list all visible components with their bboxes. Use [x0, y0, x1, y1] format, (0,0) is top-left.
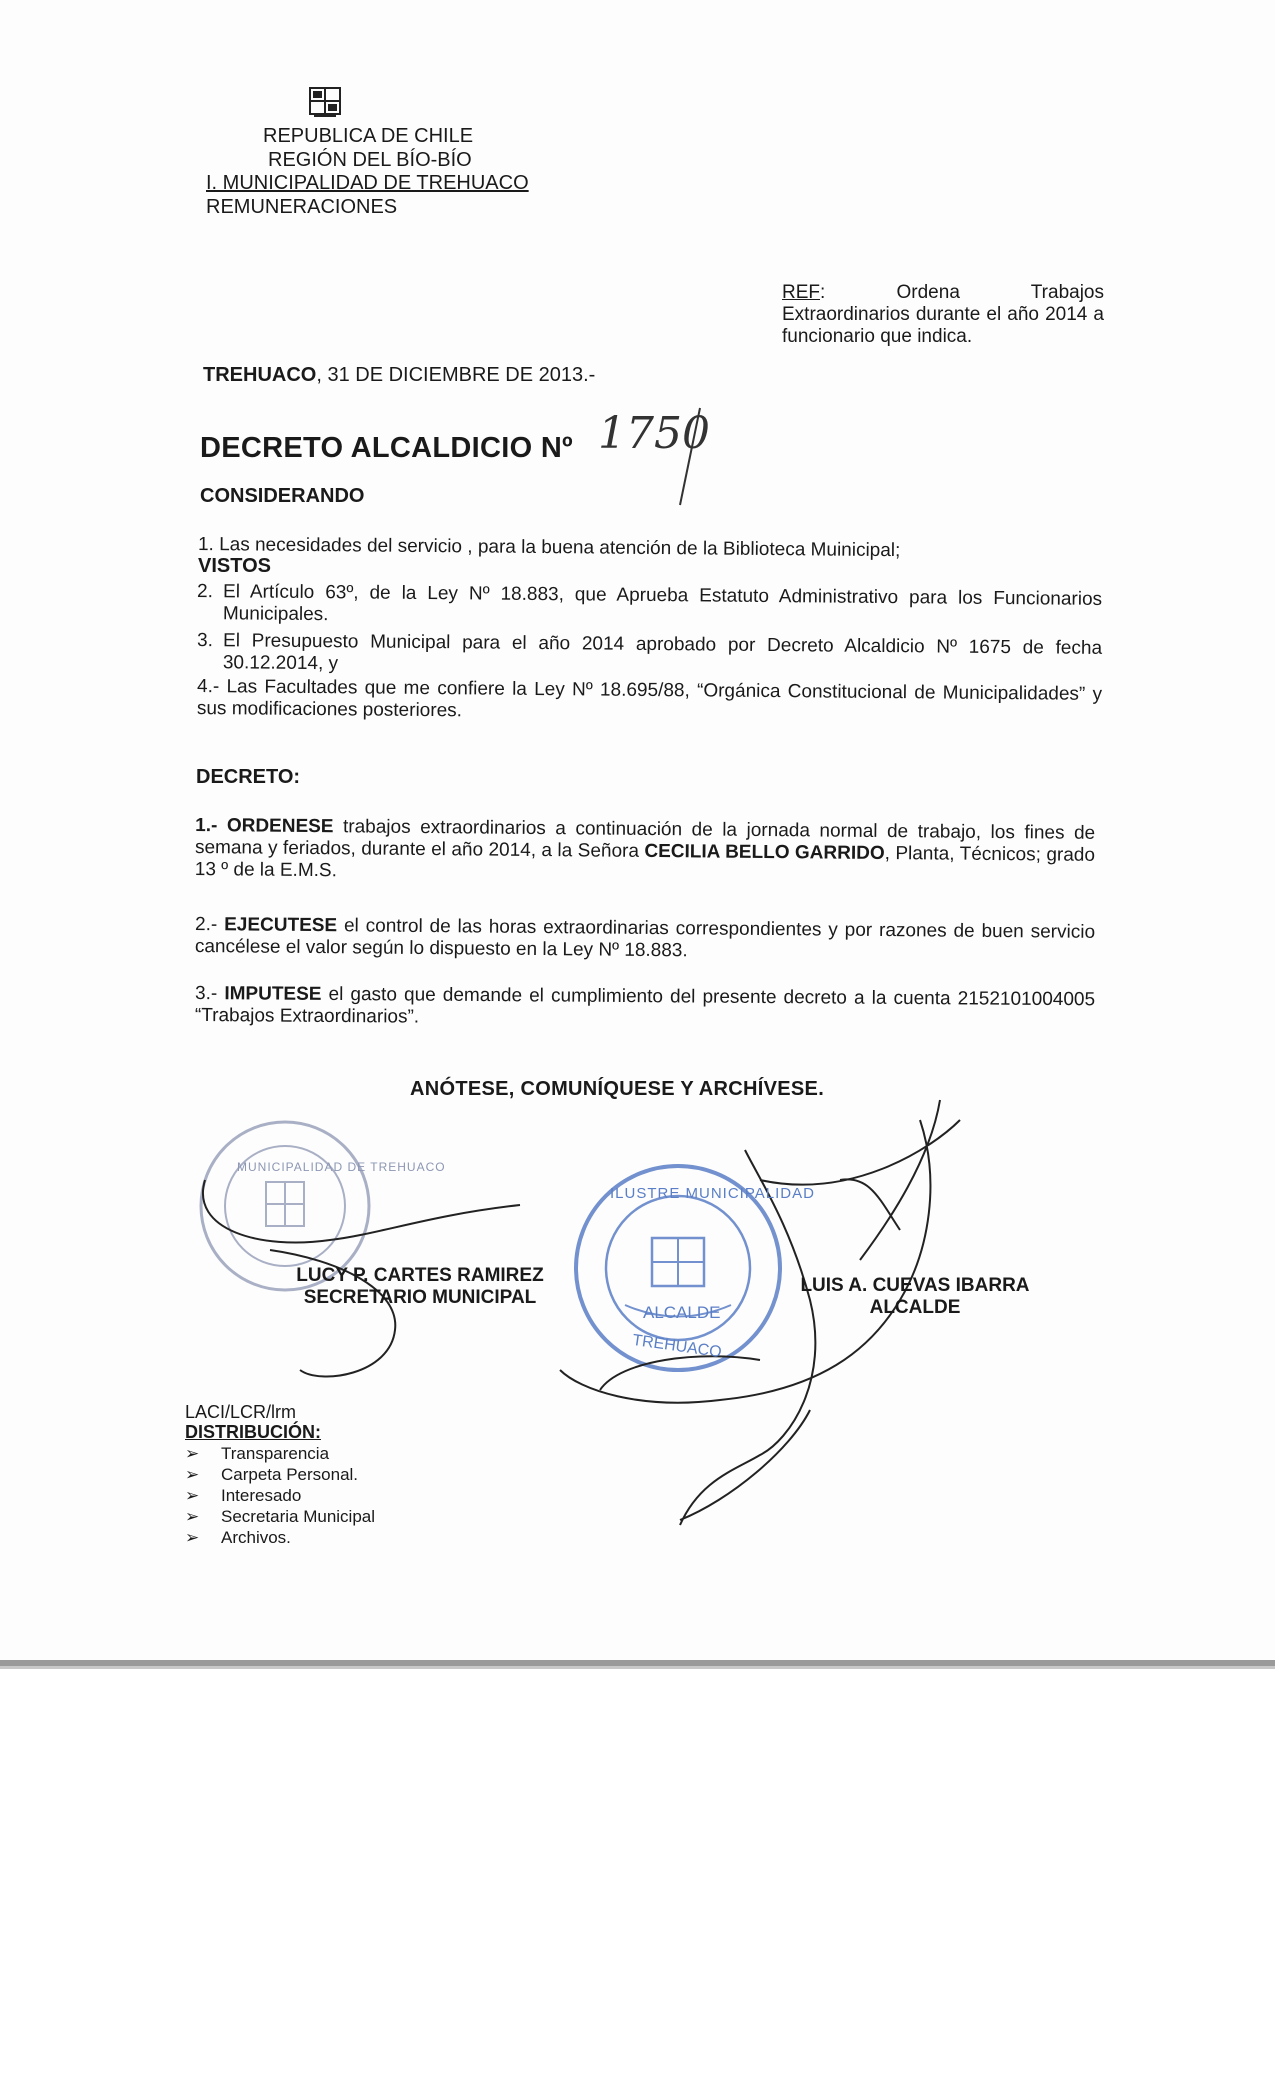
decreto-heading: DECRETO:: [196, 766, 301, 788]
decreto-p3-text: el gasto que demande el cumplimiento del presente decreto a la cuenta 2152101004005 “Trabajos Extraordinarios”.: [194, 983, 1096, 1028]
mayor-stamp-bottom-text: TREHUACO: [631, 1331, 723, 1362]
distribution-list: [185, 1443, 375, 1548]
considerando-item-1: 1. Las necesidades del servicio , para la buena atención de la Biblioteca Muinicipal;: [197, 534, 901, 562]
secretary-stamp-text: MUNICIPALIDAD DE TREHUACO: [237, 1160, 446, 1174]
list-item: ➢ Archivos.: [185, 1528, 291, 1547]
decreto-p1-text-a: trabajos extraordinarios a continuación de la jornada normal de trabajo, los fines de semana y feriados, durante el año 2014, a la Señora: [194, 816, 1096, 862]
secretary-name: LUCY P. CARTES RAMIREZ: [296, 1265, 544, 1286]
decreto-p3-lead: IMPUTESE: [224, 983, 322, 1005]
decreto-p3-number: 3.-: [195, 983, 225, 1005]
decreto-p1-lead: 1.- ORDENESE: [195, 815, 334, 838]
secretary-title: SECRETARIO MUNICIPAL: [303, 1287, 537, 1308]
header-republic: REPUBLICA DE CHILE: [263, 125, 474, 147]
header-department: REMUNERACIONES: [206, 196, 398, 218]
considerando-heading: CONSIDERANDO: [200, 485, 365, 507]
vistos-item-4: 4.- Las Facultades que me confiere la Ley Nº 18.695/88, “Orgánica Constitucional de Municipalidades” y sus modificaciones posteriores.: [196, 676, 1103, 722]
mayor-title: ALCALDE: [869, 1297, 961, 1318]
vistos-item-2: [197, 581, 1102, 633]
mayor-name: LUIS A. CUEVAS IBARRA: [800, 1275, 1030, 1296]
list-item: ➢ Interesado: [185, 1486, 302, 1505]
decree-title: DECRETO ALCALDICIO Nº: [200, 432, 573, 464]
list-item: ➢ Transparencia: [185, 1444, 330, 1463]
document-date: [203, 364, 595, 387]
vistos-item-3-text: El Presupuesto Municipal para el año 2014 aprobado por Decreto Alcaldicio Nº 1675 de fecha 30.12.2014, y: [222, 630, 1103, 675]
decreto-p1-text-b: , Planta, Técnicos; grado 13 º de la E.M.S.: [194, 843, 1096, 882]
coat-of-arms-icon: [308, 86, 342, 120]
list-item: ➢ Carpeta Personal.: [185, 1465, 359, 1484]
vistos-item-2-number: 2.: [197, 581, 214, 603]
distribution-heading: DISTRIBUCIÓN:: [185, 1422, 321, 1442]
decreto-p2-number: 2.-: [195, 914, 225, 936]
date-place: TREHUACO: [203, 364, 317, 386]
mayor-signature-block: [785, 1275, 1045, 1319]
vistos-heading: VISTOS: [198, 555, 271, 577]
reference-block: [782, 282, 1104, 348]
vistos-item-3: [197, 630, 1102, 682]
decreto-paragraph-1: [195, 815, 1096, 889]
reference-text: : Ordena Trabajos Extraordinarios durante el año 2014 a funcionario que indica.: [782, 282, 1104, 347]
decreto-p2-lead: EJECUTESE: [224, 914, 338, 937]
initials: LACI/LCR/lrm: [185, 1402, 297, 1422]
decreto-p1-name: CECILIA BELLO GARRIDO: [644, 840, 885, 865]
header-municipality: I. MUNICIPALIDAD DE TREHUACO: [206, 172, 529, 194]
vistos-item-2-text: El Artículo 63º, de la Ley Nº 18.883, que Aprueba Estatuto Administrativo para los Funcionarios Municipales.: [222, 581, 1103, 626]
reference-label: REF: [782, 282, 820, 303]
vistos-item-3-number: 3.: [197, 630, 214, 652]
secretary-signature-block: [280, 1265, 560, 1309]
list-item: ➢ Secretaria Municipal: [185, 1507, 376, 1526]
date-text: , 31 DE DICIEMBRE DE 2013.-: [316, 364, 596, 386]
decreto-paragraph-3: [195, 983, 1095, 1033]
closing-formula: ANÓTESE, COMUNÍQUESE Y ARCHÍVESE.: [410, 1078, 825, 1100]
decreto-paragraph-2: [195, 914, 1095, 966]
decree-number-handwritten: 1750: [598, 408, 710, 459]
decreto-p2-text: el control de las horas extraordinarias correspondientes y por razones de buen servicio cancélese el valor según lo dispuesto en la Ley Nº 18.883.: [194, 915, 1096, 962]
mayor-stamp-mid-text: ALCALDE: [643, 1303, 721, 1322]
mayor-stamp-top-text: ILUSTRE MUNICIPALIDAD: [610, 1185, 815, 1202]
header-region: REGIÓN DEL BÍO-BÍO: [268, 149, 472, 171]
